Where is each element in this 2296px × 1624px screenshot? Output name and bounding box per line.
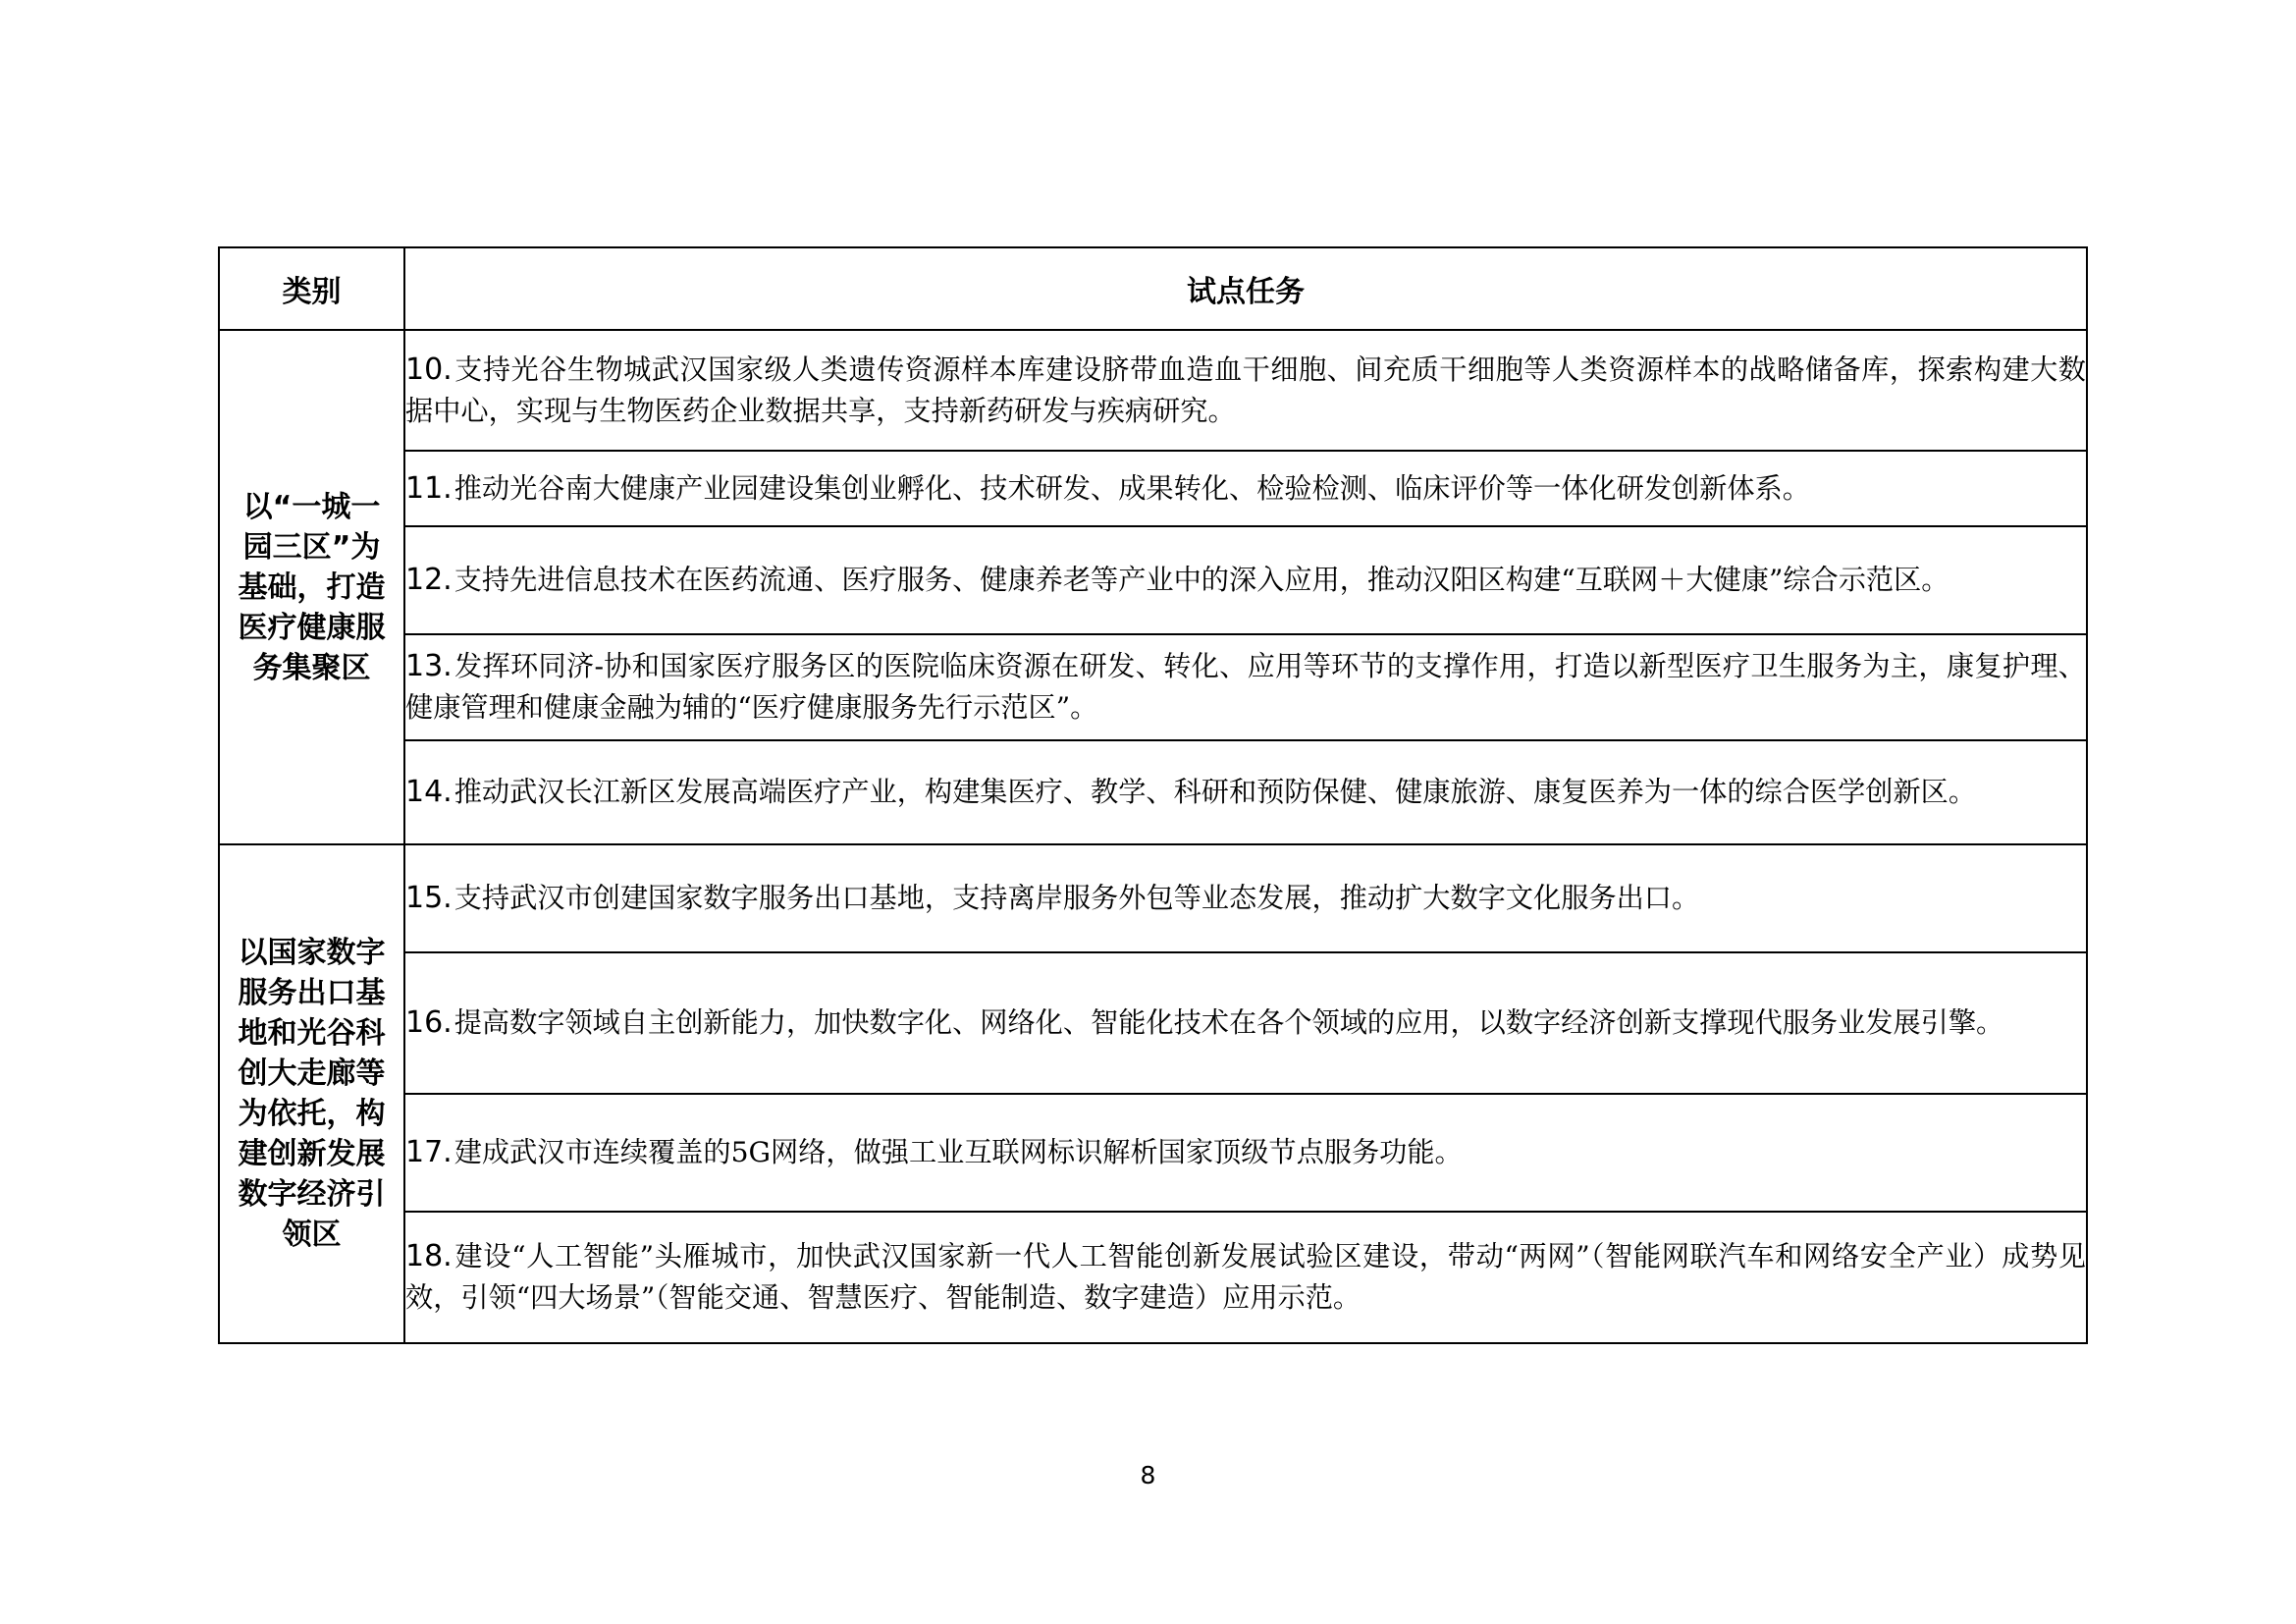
task-cell-16 (404, 952, 2087, 1094)
table-row (219, 1212, 2087, 1343)
category-label: 以“一城一园三区”为基础，打造医疗健康服务集聚区 (238, 489, 386, 685)
table-header-row (219, 247, 2087, 330)
task-cell-15 (404, 844, 2087, 952)
task-number: 15. (405, 881, 453, 915)
category-cell-2 (219, 844, 404, 1343)
task-cell-18 (404, 1212, 2087, 1343)
task-cell-17 (404, 1094, 2087, 1212)
table-row (219, 844, 2087, 952)
table-row (219, 526, 2087, 634)
header-task: 试点任务 (404, 247, 2087, 330)
table-row (219, 1094, 2087, 1212)
table-row (219, 740, 2087, 844)
task-cell-13 (404, 634, 2087, 740)
task-number: 12. (405, 563, 453, 597)
task-text: 发挥环同济-协和国家医疗服务区的医院临床资源在研发、转化、应用等环节的支撑作用，打造以新型医疗卫生服务为主，康复护理、健康管理和健康金融为辅的“医疗健康服务先行示范区”。 (405, 650, 2086, 724)
task-number: 13. (405, 649, 453, 683)
table-row (219, 451, 2087, 526)
task-cell-14 (404, 740, 2087, 844)
category-label: 以国家数字服务出口基地和光谷科创大走廊等为依托，构建创新发展数字经济引领区 (238, 936, 386, 1252)
task-text: 推动武汉长江新区发展高端医疗产业，构建集医疗、教学、科研和预防保健、健康旅游、康复医养为一体的综合医学创新区。 (454, 776, 1977, 808)
task-cell-11 (404, 451, 2087, 526)
task-number: 14. (405, 775, 453, 809)
table-row (219, 952, 2087, 1094)
task-text: 支持武汉市创建国家数字服务出口基地，支持离岸服务外包等业态发展，推动扩大数字文化服务出口。 (454, 882, 1700, 914)
task-text: 推动光谷南大健康产业园建设集创业孵化、技术研发、成果转化、检验检测、临床评价等一体化研发创新体系。 (454, 471, 1810, 505)
task-number: 16. (405, 1005, 453, 1040)
task-text: 支持先进信息技术在医药流通、医疗服务、健康养老等产业中的深入应用，推动汉阳区构建“互联网＋大健康”综合示范区。 (454, 564, 1949, 596)
pilot-task-table (218, 246, 2088, 1344)
task-number: 10. (405, 352, 453, 387)
table-row (219, 634, 2087, 740)
header-category: 类别 (219, 247, 404, 330)
category-cell-1 (219, 330, 404, 844)
task-text: 建设“人工智能”头雁城市，加快武汉国家新一代人工智能创新发展试验区建设，带动“两网”（智能网联汽车和网络安全产业）成势见效，引领“四大场景”（智能交通、智慧医疗、智能制造、数字建造）应用示范。 (405, 1240, 2086, 1314)
table-row (219, 330, 2087, 451)
task-cell-12 (404, 526, 2087, 634)
page-number: 8 (1140, 1461, 1156, 1489)
task-text: 支持光谷生物城武汉国家级人类遗传资源样本库建设脐带血造血干细胞、间充质干细胞等人类资源样本的战略储备库，探索构建大数据中心，实现与生物医药企业数据共享，支持新药研发与疾病研究。 (405, 352, 2086, 427)
task-text: 建成武汉市连续覆盖的5G网络，做强工业互联网标识解析国家顶级节点服务功能。 (454, 1136, 1463, 1168)
task-text: 提高数字领域自主创新能力，加快数字化、网络化、智能化技术在各个领域的应用，以数字经济创新支撑现代服务业发展引擎。 (454, 1006, 2004, 1039)
task-number: 11. (405, 470, 453, 506)
task-number: 17. (405, 1135, 453, 1169)
task-number: 18. (405, 1239, 453, 1273)
task-cell-10 (404, 330, 2087, 451)
